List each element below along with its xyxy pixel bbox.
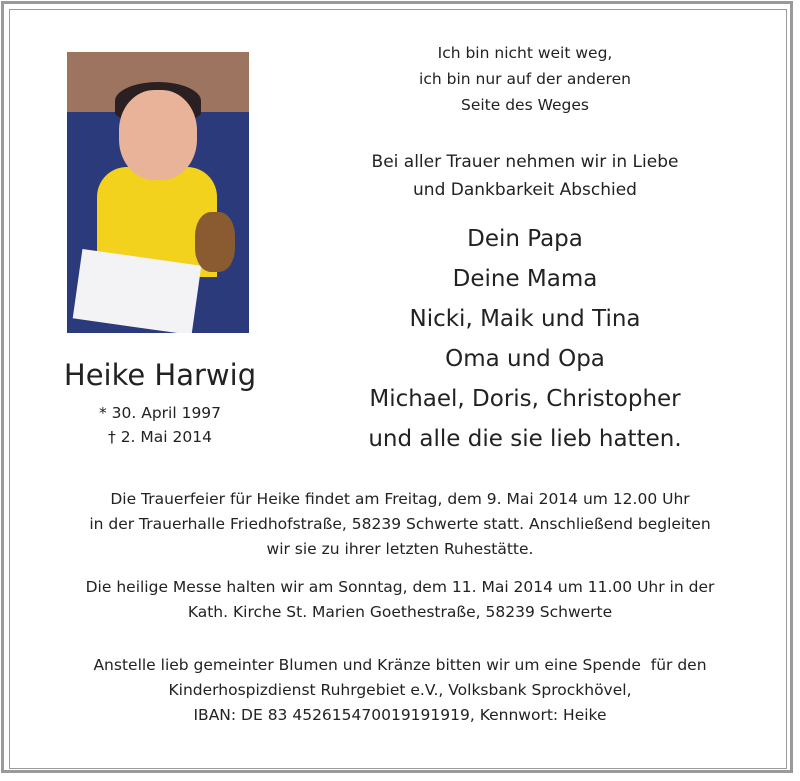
text-line: Anstelle lieb gemeinter Blumen und Kränze bitten wir um eine Spende für den <box>93 656 707 674</box>
poem <box>360 40 690 118</box>
intro-line: und Dankbarkeit Abschied <box>413 180 637 200</box>
text-line: Die heilige Messe halten wir am Sonntag, dem 11. Mai 2014 um 11.00 Uhr in der <box>85 578 715 596</box>
intro-line: Bei aller Trauer nehmen wir in Liebe <box>371 152 679 172</box>
poem-line: ich bin nur auf der anderen <box>419 70 631 88</box>
text-line: Kath. Kirche St. Marien Goethestraße, 58239 Schwerte <box>187 603 613 621</box>
mass-info <box>40 575 760 625</box>
death-date: † 2. Mai 2014 <box>108 428 212 446</box>
farewell-intro <box>340 148 710 204</box>
donation-info <box>40 653 760 728</box>
poem-line: Seite des Weges <box>460 96 589 114</box>
birth-date: * 30. April 1997 <box>98 404 222 422</box>
portrait-photo <box>67 52 249 333</box>
mourner: Nicki, Maik und Tina <box>409 306 641 332</box>
mourner: Michael, Doris, Christopher <box>369 386 681 412</box>
text-line: Die Trauerfeier für Heike findet am Freitag, dem 9. Mai 2014 um 12.00 Uhr <box>110 490 690 508</box>
text-line: in der Trauerhalle Friedhofstraße, 58239 Schwerte statt. Anschließend begleiten <box>89 515 711 533</box>
deceased-name: Heike Harwig <box>63 358 257 392</box>
text-line: wir sie zu ihrer letzten Ruhestätte. <box>266 540 534 558</box>
text-line: Kinderhospizdienst Ruhrgebiet e.V., Volksbank Sprockhövel, <box>168 681 632 699</box>
mourner: Dein Papa <box>467 226 583 252</box>
life-dates <box>40 401 280 449</box>
mourner: Deine Mama <box>452 266 598 292</box>
mourner: und alle die sie lieb hatten. <box>368 426 682 452</box>
mourner: Oma und Opa <box>445 346 605 372</box>
funeral-info <box>40 487 760 562</box>
poem-line: Ich bin nicht weit weg, <box>437 44 613 62</box>
mourners-list <box>340 219 710 459</box>
text-line: IBAN: DE 83 452615470019191919, Kennwort: Heike <box>193 706 607 724</box>
